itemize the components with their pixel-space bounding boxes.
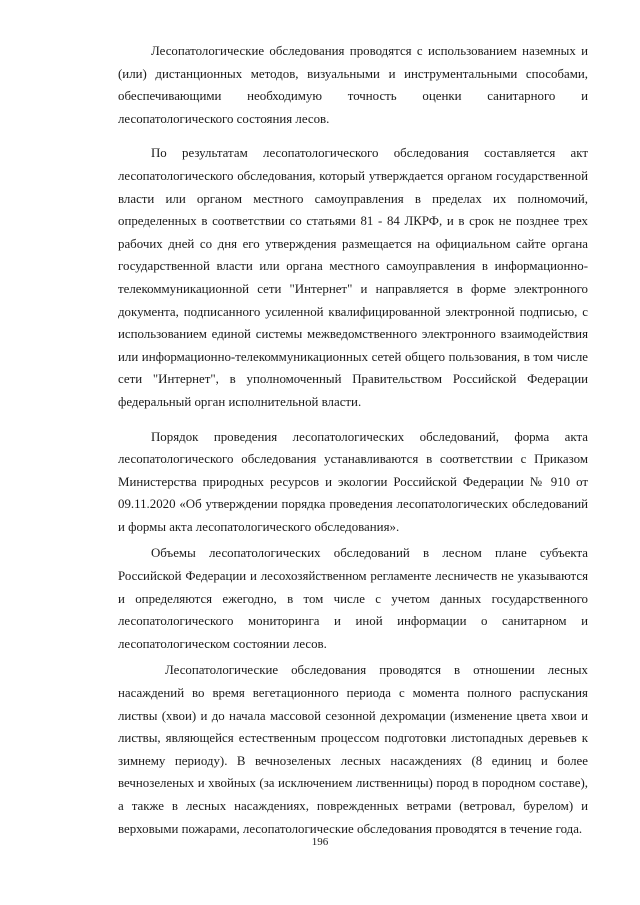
document-body (118, 40, 588, 840)
paragraph-survey-procedure: Порядок проведения лесопатологических обследований, форма акта лесопатологического обследования устанавливаются в соответствии с Приказом Министерства природных ресурсов и экологии Российской Федерации № 910 от 09.11.2020 «Об утверждении порядка проведения лесопатологических обследований и формы акта лесопатологического обследования». (118, 429, 588, 534)
paragraph-survey-volumes: Объемы лесопатологических обследований в лесном плане субъекта Российской Федерации и лесохозяйственном регламенте лесничеств не указываются и определяются ежегодно, в том числе с учетом данных государственного лесопатологического мониторинга и иной информации о санитарном и лесопатологическом состоянии лесов. (118, 546, 588, 651)
paragraph-survey-timing: Лесопатологические обследования проводятся в отношении лесных насаждений во время вегетационного периода с момента полного распускания листвы (хвои) и до начала массовой сезонной дехромации (изменение цвета хвои и листвы, являющейся естественным процессом подготовки листопадных деревьев к зимнему периоду). В вечнозеленых лесных насаждениях (8 единиц и более вечнозеленых и хвойных (за исключением лиственницы) пород в породном составе), а также в лесных насаждениях, поврежденных ветрами (ветровал, бурелом) и верховыми пожарами, лесопатологические обследования проводятся в течение года. (118, 663, 588, 836)
paragraph-survey-methods: Лесопатологические обследования проводятся с использованием наземных и (или) дистанционных методов, визуальными и инструментальными способами, обеспечивающими необходимую точность оценки санитарного и лесопатологического состояния лесов. (118, 44, 588, 126)
paragraph-survey-act: По результатам лесопатологического обследования составляется акт лесопатологического обследования, который утверждается органом государственной власти или органом местного самоуправления в пределах их полномочий, определенных в соответствии со статьями 81 - 84 ЛКРФ, и в срок не позднее трех рабочих дней со дня его утверждения размещается на официальном сайте органа государственной власти или органа местного самоуправления в информационно-телекоммуникационной сети "Интернет" и направляется в форме электронного документа, подписанного усиленной квалифицированной электронной подписью, с использованием единой системы межведомственного электронного взаимодействия или информационно-телекоммуникационных сетей общего пользования, в том числе сети "Интернет", в уполномоченный Правительством Российской Федерации федеральный орган исполнительной власти. (118, 146, 588, 409)
page-number: 196 (311, 836, 329, 848)
